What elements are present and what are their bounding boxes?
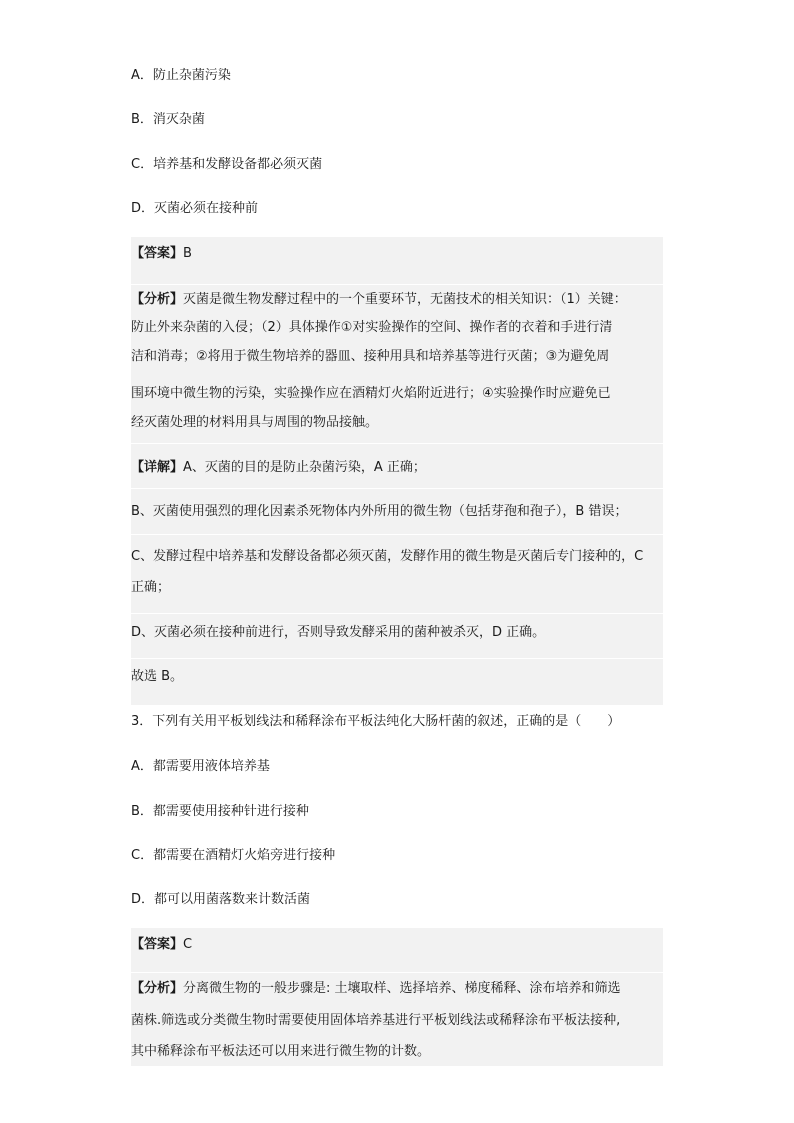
divider — [131, 284, 663, 285]
q3-option-d: D．都可以用菌落数来计数活菌 — [131, 892, 311, 907]
q3-option-b: B．都需要使用接种针进行接种 — [131, 804, 309, 819]
analysis-line-1 — [131, 290, 627, 310]
detail-line-a — [131, 458, 426, 478]
detail-line-c2: 正确； — [131, 580, 171, 595]
detail-text: A、灭菌的目的是防止杂菌污染，A 正确； — [183, 460, 426, 475]
q3-analysis-line-2: 菌株.筛选或分类微生物时需要使用固体培养基进行平板划线法或稀释涂布平板法接种, — [131, 1013, 621, 1028]
divider — [131, 534, 663, 535]
answer-tag: 【答案】 — [131, 246, 184, 261]
q3-option-a: A．都需要用液体培养基 — [131, 759, 270, 774]
q3-analysis-text: 分离微生物的一般步骤是: 土壤取样、选择培养、梯度稀释、涂布培养和筛选 — [183, 981, 621, 996]
q3-analysis-line-1 — [131, 979, 621, 999]
q3-answer-value: C — [183, 937, 193, 952]
option-b: B．消灭杂菌 — [131, 112, 205, 127]
answer-value: B — [183, 246, 192, 261]
detail-line-b: B、灭菌使用强烈的理化因素杀死物体内外所用的微生物（包括芽孢和孢子），B 错误； — [131, 504, 628, 519]
option-d: D．灭菌必须在接种前 — [131, 201, 259, 216]
analysis-text: 灭菌是微生物发酵过程中的一个重要环节，无菌技术的相关知识：（1）关键： — [183, 292, 627, 307]
q3-analysis-tag: 【分析】 — [131, 981, 184, 996]
analysis-line-3: 洁和消毒；②将用于微生物培养的器皿、接种用具和培养基等进行灭菌；③为避免周 — [131, 349, 610, 364]
answer-line — [131, 244, 192, 264]
divider — [131, 443, 663, 444]
conclusion-line: 故选 B。 — [131, 669, 184, 684]
analysis-tag: 【分析】 — [131, 292, 184, 307]
divider — [131, 488, 663, 489]
detail-line-d: D、灭菌必须在接种前进行，否则导致发酵采用的菌种被杀灭，D 正确。 — [131, 625, 546, 640]
detail-tag: 【详解】 — [131, 460, 184, 475]
divider — [131, 613, 663, 614]
divider — [131, 972, 663, 973]
q3-analysis-line-3: 其中稀释涂布平板法还可以用来进行微生物的计数。 — [131, 1044, 431, 1059]
analysis-line-5: 经灭菌处理的材料用具与周围的物品接触。 — [131, 415, 379, 430]
divider — [131, 658, 663, 659]
q3-answer-line — [131, 935, 192, 955]
q3-option-c: C．都需要在酒精灯火焰旁进行接种 — [131, 848, 336, 863]
question-3-stem: 3．下列有关用平板划线法和稀释涂布平板法纯化大肠杆菌的叙述，正确的是（ ） — [131, 714, 621, 729]
q3-answer-tag: 【答案】 — [131, 937, 184, 952]
analysis-line-2: 防止外来杂菌的入侵；（2）具体操作①对实验操作的空间、操作者的衣着和手进行清 — [131, 320, 613, 335]
detail-line-c1: C、发酵过程中培养基和发酵设备都必须灭菌，发酵作用的微生物是灭菌后专门接种的，C — [131, 549, 644, 564]
option-c: C．培养基和发酵设备都必须灭菌 — [131, 157, 323, 172]
option-a: A．防止杂菌污染 — [131, 68, 231, 83]
analysis-line-4: 围环境中微生物的污染，实验操作应在酒精灯火焰附近进行；④实验操作时应避免已 — [131, 386, 611, 401]
